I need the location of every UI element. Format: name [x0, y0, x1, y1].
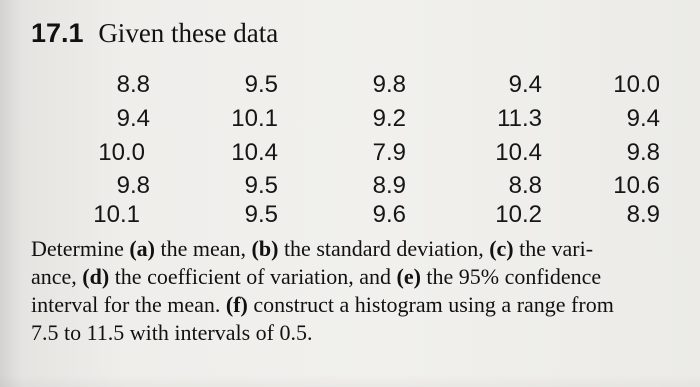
part-a-marker: (a) [129, 236, 156, 261]
problem-instructions [31, 235, 681, 347]
part-d-marker: (d) [82, 264, 110, 289]
data-row [90, 172, 670, 200]
instruction-text: the standard deviation, [278, 236, 490, 261]
instruction-text: the coefficient of variation, and [109, 264, 397, 289]
data-value: 10.1 [231, 105, 278, 132]
data-value: 9.6 [372, 201, 406, 228]
instruction-line-3 [31, 291, 681, 319]
instruction-text: interval for the mean. [31, 292, 226, 317]
instruction-text: 7.5 to 11.5 with intervals of 0.5. [31, 320, 313, 345]
data-value: 8.8 [116, 71, 150, 98]
data-value: 10.2 [495, 201, 542, 228]
data-value: 8.8 [508, 172, 542, 199]
data-row [90, 71, 670, 99]
data-value: 8.9 [372, 172, 406, 199]
data-value: 10.6 [613, 172, 660, 199]
instruction-line-1 [31, 235, 681, 263]
data-row [90, 201, 670, 229]
data-value: 10.4 [495, 139, 542, 166]
part-c-marker: (c) [489, 236, 514, 261]
data-value: 11.3 [497, 105, 542, 132]
data-value: 9.8 [116, 172, 150, 199]
instruction-text: the vari- [513, 236, 594, 261]
problem-number: 17.1 [31, 18, 84, 48]
data-value: 10.4 [231, 139, 278, 166]
data-value: 9.8 [626, 139, 660, 166]
data-value: 9.5 [244, 172, 278, 199]
data-value: 9.8 [372, 71, 406, 98]
data-row [90, 139, 670, 167]
data-row [90, 105, 670, 133]
instruction-line-2 [31, 263, 681, 291]
instruction-text: the 95% confidence [420, 264, 602, 289]
data-value: 9.4 [116, 105, 150, 132]
data-value: 9.5 [244, 71, 278, 98]
data-value: 9.2 [372, 105, 406, 132]
instruction-line-4 [31, 319, 681, 347]
data-value: 10.0 [613, 71, 660, 98]
instruction-text: Determine [31, 236, 130, 261]
page-bottom-shadow [0, 374, 700, 387]
part-e-marker: (e) [396, 264, 421, 289]
problem-title: Given these data [98, 18, 279, 48]
data-value: 9.4 [626, 105, 660, 132]
problem-heading [31, 18, 278, 48]
data-value: 9.4 [508, 71, 542, 98]
instruction-text: ance, [31, 264, 83, 289]
data-value: 10.1 [93, 201, 140, 228]
page-fold-shadow [0, 0, 22, 387]
instruction-text: construct a histogram using a range from [247, 292, 614, 317]
data-value: 9.5 [244, 201, 278, 228]
part-b-marker: (b) [251, 236, 279, 261]
data-value: 10.0 [98, 139, 145, 166]
data-value: 7.9 [372, 139, 406, 166]
data-value: 8.9 [626, 201, 660, 228]
instruction-text: the mean, [155, 236, 252, 261]
part-f-marker: (f) [225, 292, 248, 317]
data-table [90, 71, 670, 226]
